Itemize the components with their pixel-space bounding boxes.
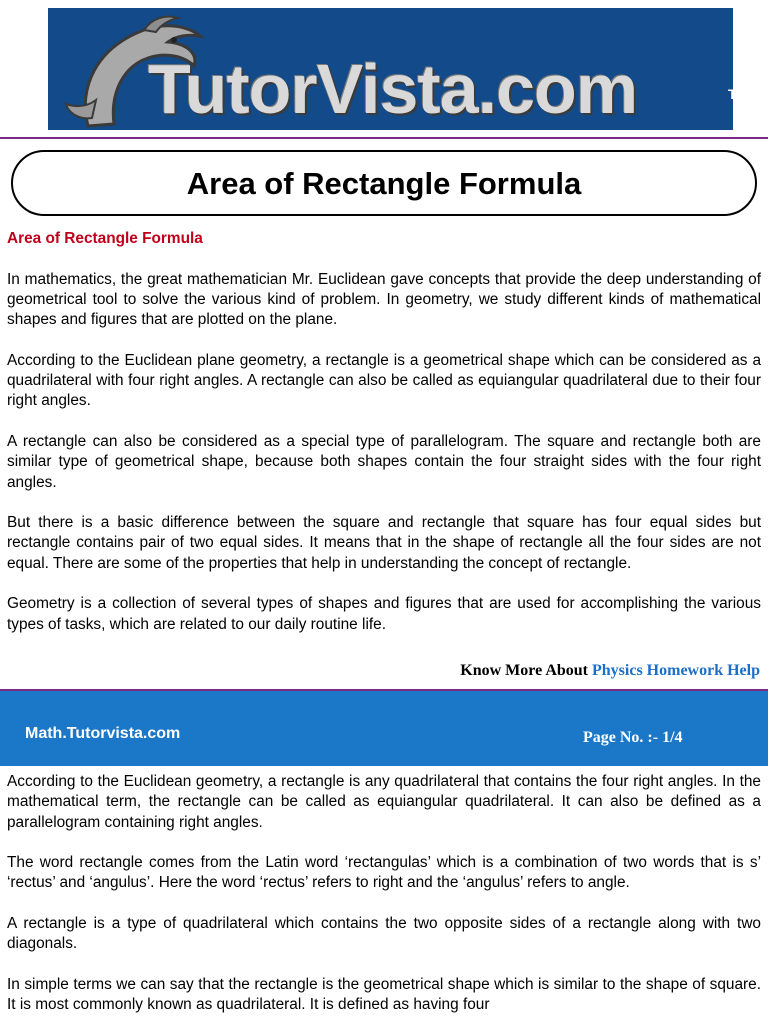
site-name: Math.Tutorvista.com: [25, 725, 181, 742]
header-divider: [0, 137, 768, 139]
paragraph: A rectangle is a type of quadrilateral which contains the two opposite sides of a rectangle along with two diagonals.: [7, 915, 761, 953]
physics-homework-help-link[interactable]: Physics Homework Help: [592, 662, 760, 679]
section-heading: Area of Rectangle Formula: [7, 230, 203, 247]
tutorvista-logo[interactable]: [48, 8, 749, 130]
content-bottom: [7, 772, 761, 1036]
content-top: [7, 229, 761, 655]
page-number: Page No. :- 1/4: [583, 729, 683, 746]
know-more-prefix: Know More About: [460, 662, 592, 679]
paragraph: According to the Euclidean plane geometry, a rectangle is a geometrical shape which can be considered as a quadrilateral with four right angles. A rectangle can also be called as equiangular quadrilateral due to their four right angles.: [7, 351, 761, 410]
logo-text: TutorVista.com: [148, 50, 638, 128]
paragraph: In simple terms we can say that the rectangle is the geometrical shape which is similar to the shape of square. It is most commonly known as quadrilateral. It is defined as having four: [7, 975, 761, 1014]
paragraph: But there is a basic difference between the square and rectangle that square has four equal sides but rectangle contains pair of two equal sides. It means that in the shape of rectangle all the four sides are not equal. There are some of the properties that help in understanding the concept of rectangle.: [7, 514, 761, 572]
title-box: [11, 150, 757, 216]
page-title: Area of Rectangle Formula: [186, 165, 582, 201]
trademark-mark: TM: [728, 86, 749, 102]
paragraph: A rectangle can also be considered as a special type of parallelogram. The square and rectangle both are similar type of geometrical shape, because both shapes contain the four straight sides with the four right angles.: [7, 432, 761, 491]
paragraph: Geometry is a collection of several types of shapes and figures that are used for accomplishing the various types of tasks, which are related to our daily routine life.: [7, 595, 761, 633]
paragraph: The word rectangle comes from the Latin word ‘rectangulas’ which is a combination of two words that is s’ ‘rectus’ and ‘angulus’. Here the word ‘rectus’ refers to right and the ‘angulus’ refers to angle.: [7, 854, 761, 892]
paragraph: According to the Euclidean geometry, a rectangle is any quadrilateral that contains the four right angles. In the mathematical term, the rectangle can be called as equiangular quadrilateral. It can also be defined as a parallelogram containing right angles.: [7, 773, 761, 831]
paragraph: In mathematics, the great mathematician Mr. Euclidean gave concepts that provide the deep understanding of geometrical tool to solve the various kind of problem. In geometry, we study different kinds of mathematical shapes and figures that are plotted on the plane.: [7, 270, 761, 329]
page-footer-band: [0, 689, 768, 766]
know-more: [460, 662, 760, 680]
